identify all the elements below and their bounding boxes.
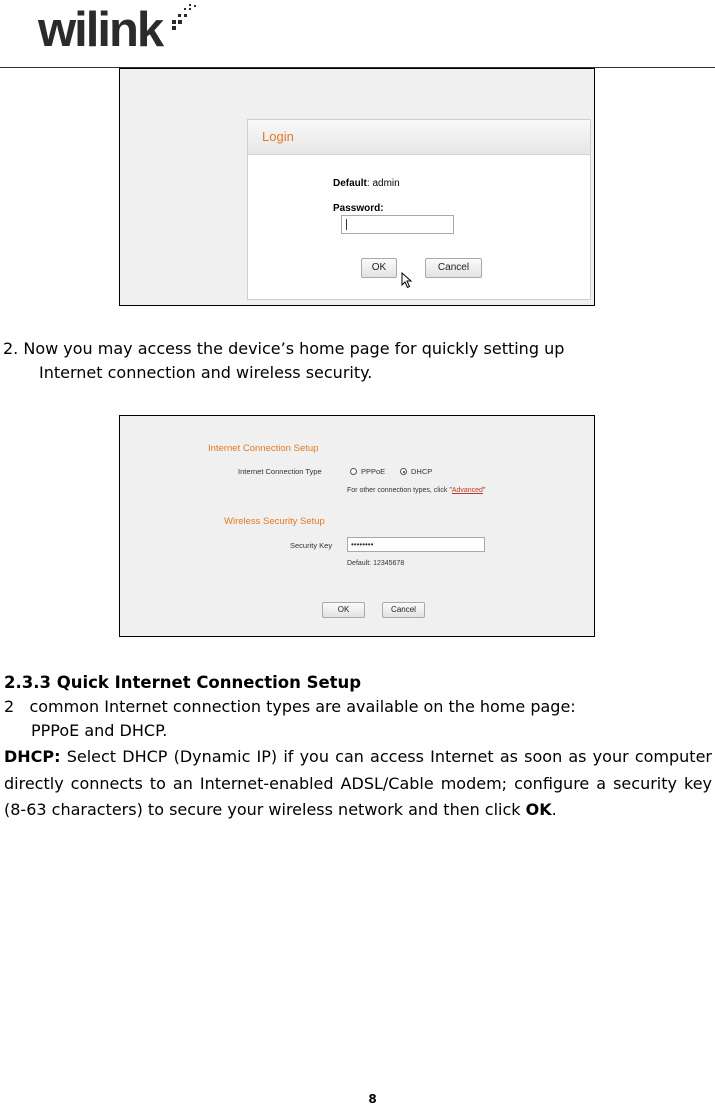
default-key-hint: Default: 12345678 xyxy=(347,560,405,567)
security-key-input[interactable] xyxy=(347,537,485,552)
signal-dots-icon xyxy=(170,4,198,36)
login-panel-header xyxy=(248,120,590,155)
list-line-2: PPPoE and DHCP. xyxy=(31,721,168,740)
logo-text: wilink xyxy=(38,3,163,57)
cancel-button[interactable]: Cancel xyxy=(425,258,482,278)
connection-type-label: Internet Connection Type xyxy=(238,467,322,476)
connection-types-list-item xyxy=(4,695,704,743)
password-input[interactable] xyxy=(341,215,454,234)
password-label: Password: xyxy=(333,203,384,214)
section-heading: 2.3.3 Quick Internet Connection Setup xyxy=(4,673,362,692)
dhcp-text: Select DHCP (Dynamic IP) if you can access Internet as soon as your computer directly connects to an Internet-enabled ADSL/Cable modem; configure a security key (8-63 characters) to secure your wireless network and then click xyxy=(4,747,712,819)
text-cursor xyxy=(346,219,347,230)
default-label: Default xyxy=(333,178,367,189)
default-value: : admin xyxy=(366,178,400,189)
mouse-pointer-icon xyxy=(401,272,413,289)
login-panel xyxy=(247,119,591,300)
ok-word: OK xyxy=(525,800,552,819)
cancel-button[interactable]: Cancel xyxy=(382,602,425,618)
ok-button[interactable]: OK xyxy=(361,258,397,278)
internet-setup-title: Internet Connection Setup xyxy=(208,443,319,454)
security-key-value: •••••••• xyxy=(351,540,374,549)
page-number: 8 xyxy=(368,1092,377,1106)
default-credentials xyxy=(333,178,400,189)
security-key-label: Security Key xyxy=(290,541,333,550)
wireless-setup-title: Wireless Security Setup xyxy=(224,516,325,527)
dhcp-label: DHCP xyxy=(411,467,433,476)
step-2-caption xyxy=(3,337,703,385)
pppoe-radio[interactable] xyxy=(350,468,357,475)
caption-line-2: Internet connection and wireless security. xyxy=(39,363,373,382)
advanced-link[interactable]: Advanced xyxy=(451,487,483,494)
dhcp-paragraph: DHCP: Select DHCP (Dynamic IP) if you can access Internet as soon as your computer directly connects to an Internet-enabled ADSL/Cable modem; configure a security key (8-63 characters) to secure your wireless network and then click OK. xyxy=(4,747,712,819)
dhcp-radio[interactable] xyxy=(400,468,407,475)
login-title: Login xyxy=(262,129,294,144)
other-types-hint: For other connection types, click "Advanced" xyxy=(347,487,486,494)
pppoe-label: PPPoE xyxy=(361,467,386,476)
login-screenshot xyxy=(119,68,595,306)
wilink-logo xyxy=(38,4,198,60)
home-page-screenshot xyxy=(119,415,595,637)
ok-button[interactable]: OK xyxy=(322,602,365,618)
caption-line-1: 2. Now you may access the device’s home page for quickly setting up xyxy=(3,339,565,358)
dhcp-label: DHCP: xyxy=(4,747,61,766)
list-line-1: 2 common Internet connection types are available on the home page: xyxy=(4,697,576,716)
